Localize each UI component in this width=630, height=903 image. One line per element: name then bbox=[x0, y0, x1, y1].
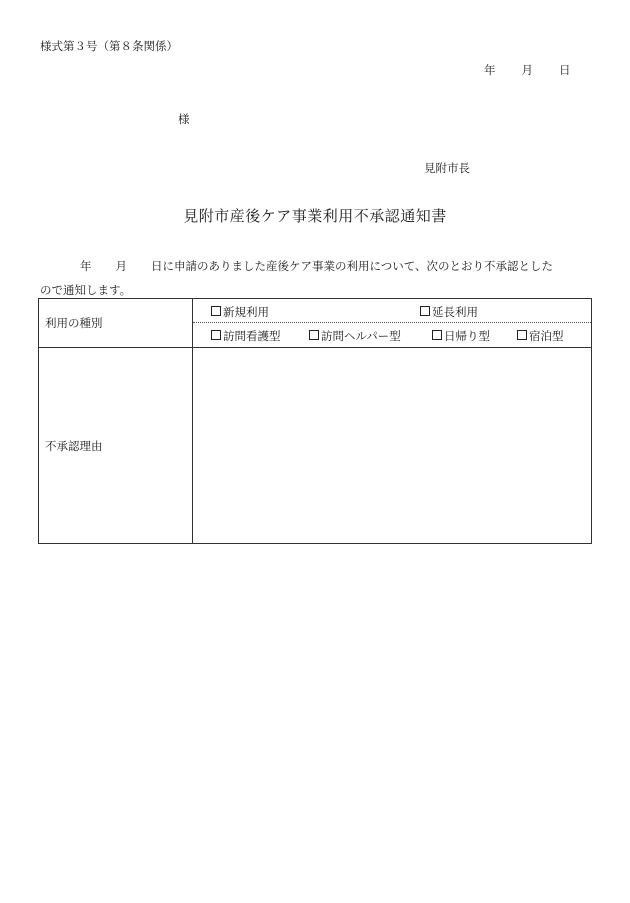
reason-label: 不承認理由 bbox=[39, 348, 193, 544]
usage-type-label: 利用の種別 bbox=[39, 299, 193, 348]
usage-type-row bbox=[39, 299, 592, 348]
option-visiting-helper-label: 訪問ヘルパー型 bbox=[321, 329, 401, 343]
checkbox-icon[interactable] bbox=[211, 306, 221, 316]
date-day-label: 日 bbox=[559, 63, 571, 77]
body-month-label: 月 bbox=[115, 259, 127, 273]
option-visiting-helper[interactable] bbox=[309, 328, 401, 344]
issuer-name: 見附市長 bbox=[424, 161, 470, 175]
option-extension-use[interactable] bbox=[420, 304, 478, 320]
checkbox-icon[interactable] bbox=[420, 306, 430, 316]
option-visiting-nursing[interactable] bbox=[211, 328, 281, 344]
notice-table bbox=[38, 298, 592, 544]
date-line bbox=[484, 62, 571, 78]
recipient-honorific: 様 bbox=[178, 112, 190, 126]
option-visiting-nursing-label: 訪問看護型 bbox=[223, 329, 281, 343]
checkbox-icon[interactable] bbox=[432, 330, 442, 340]
checkbox-icon[interactable] bbox=[211, 330, 221, 340]
reason-row bbox=[39, 348, 592, 544]
body-line-2: ので通知します。 bbox=[40, 283, 132, 297]
document-title: 見附市産後ケア事業利用不承認通知書 bbox=[183, 207, 447, 225]
form-number: 様式第３号（第８条関係） bbox=[40, 39, 178, 53]
option-new-use-label: 新規利用 bbox=[223, 305, 269, 319]
body-line1-text: 日に申請のありました産後ケア事業の利用について、次のとおり不承認とした bbox=[151, 259, 554, 273]
usage-options-row bbox=[193, 299, 591, 323]
reason-field[interactable] bbox=[193, 348, 592, 544]
option-overnight[interactable] bbox=[517, 328, 564, 344]
option-day-trip-label: 日帰り型 bbox=[444, 329, 490, 343]
service-types-row bbox=[193, 323, 591, 347]
option-overnight-label: 宿泊型 bbox=[529, 329, 564, 343]
body-line-1 bbox=[80, 258, 553, 274]
checkbox-icon[interactable] bbox=[517, 330, 527, 340]
date-year-label: 年 bbox=[484, 63, 496, 77]
usage-type-options-cell bbox=[193, 299, 592, 348]
option-day-trip[interactable] bbox=[432, 328, 490, 344]
checkbox-icon[interactable] bbox=[309, 330, 319, 340]
date-month-label: 月 bbox=[521, 63, 533, 77]
body-year-label: 年 bbox=[80, 259, 92, 273]
option-extension-use-label: 延長利用 bbox=[432, 305, 478, 319]
option-new-use[interactable] bbox=[211, 304, 269, 320]
